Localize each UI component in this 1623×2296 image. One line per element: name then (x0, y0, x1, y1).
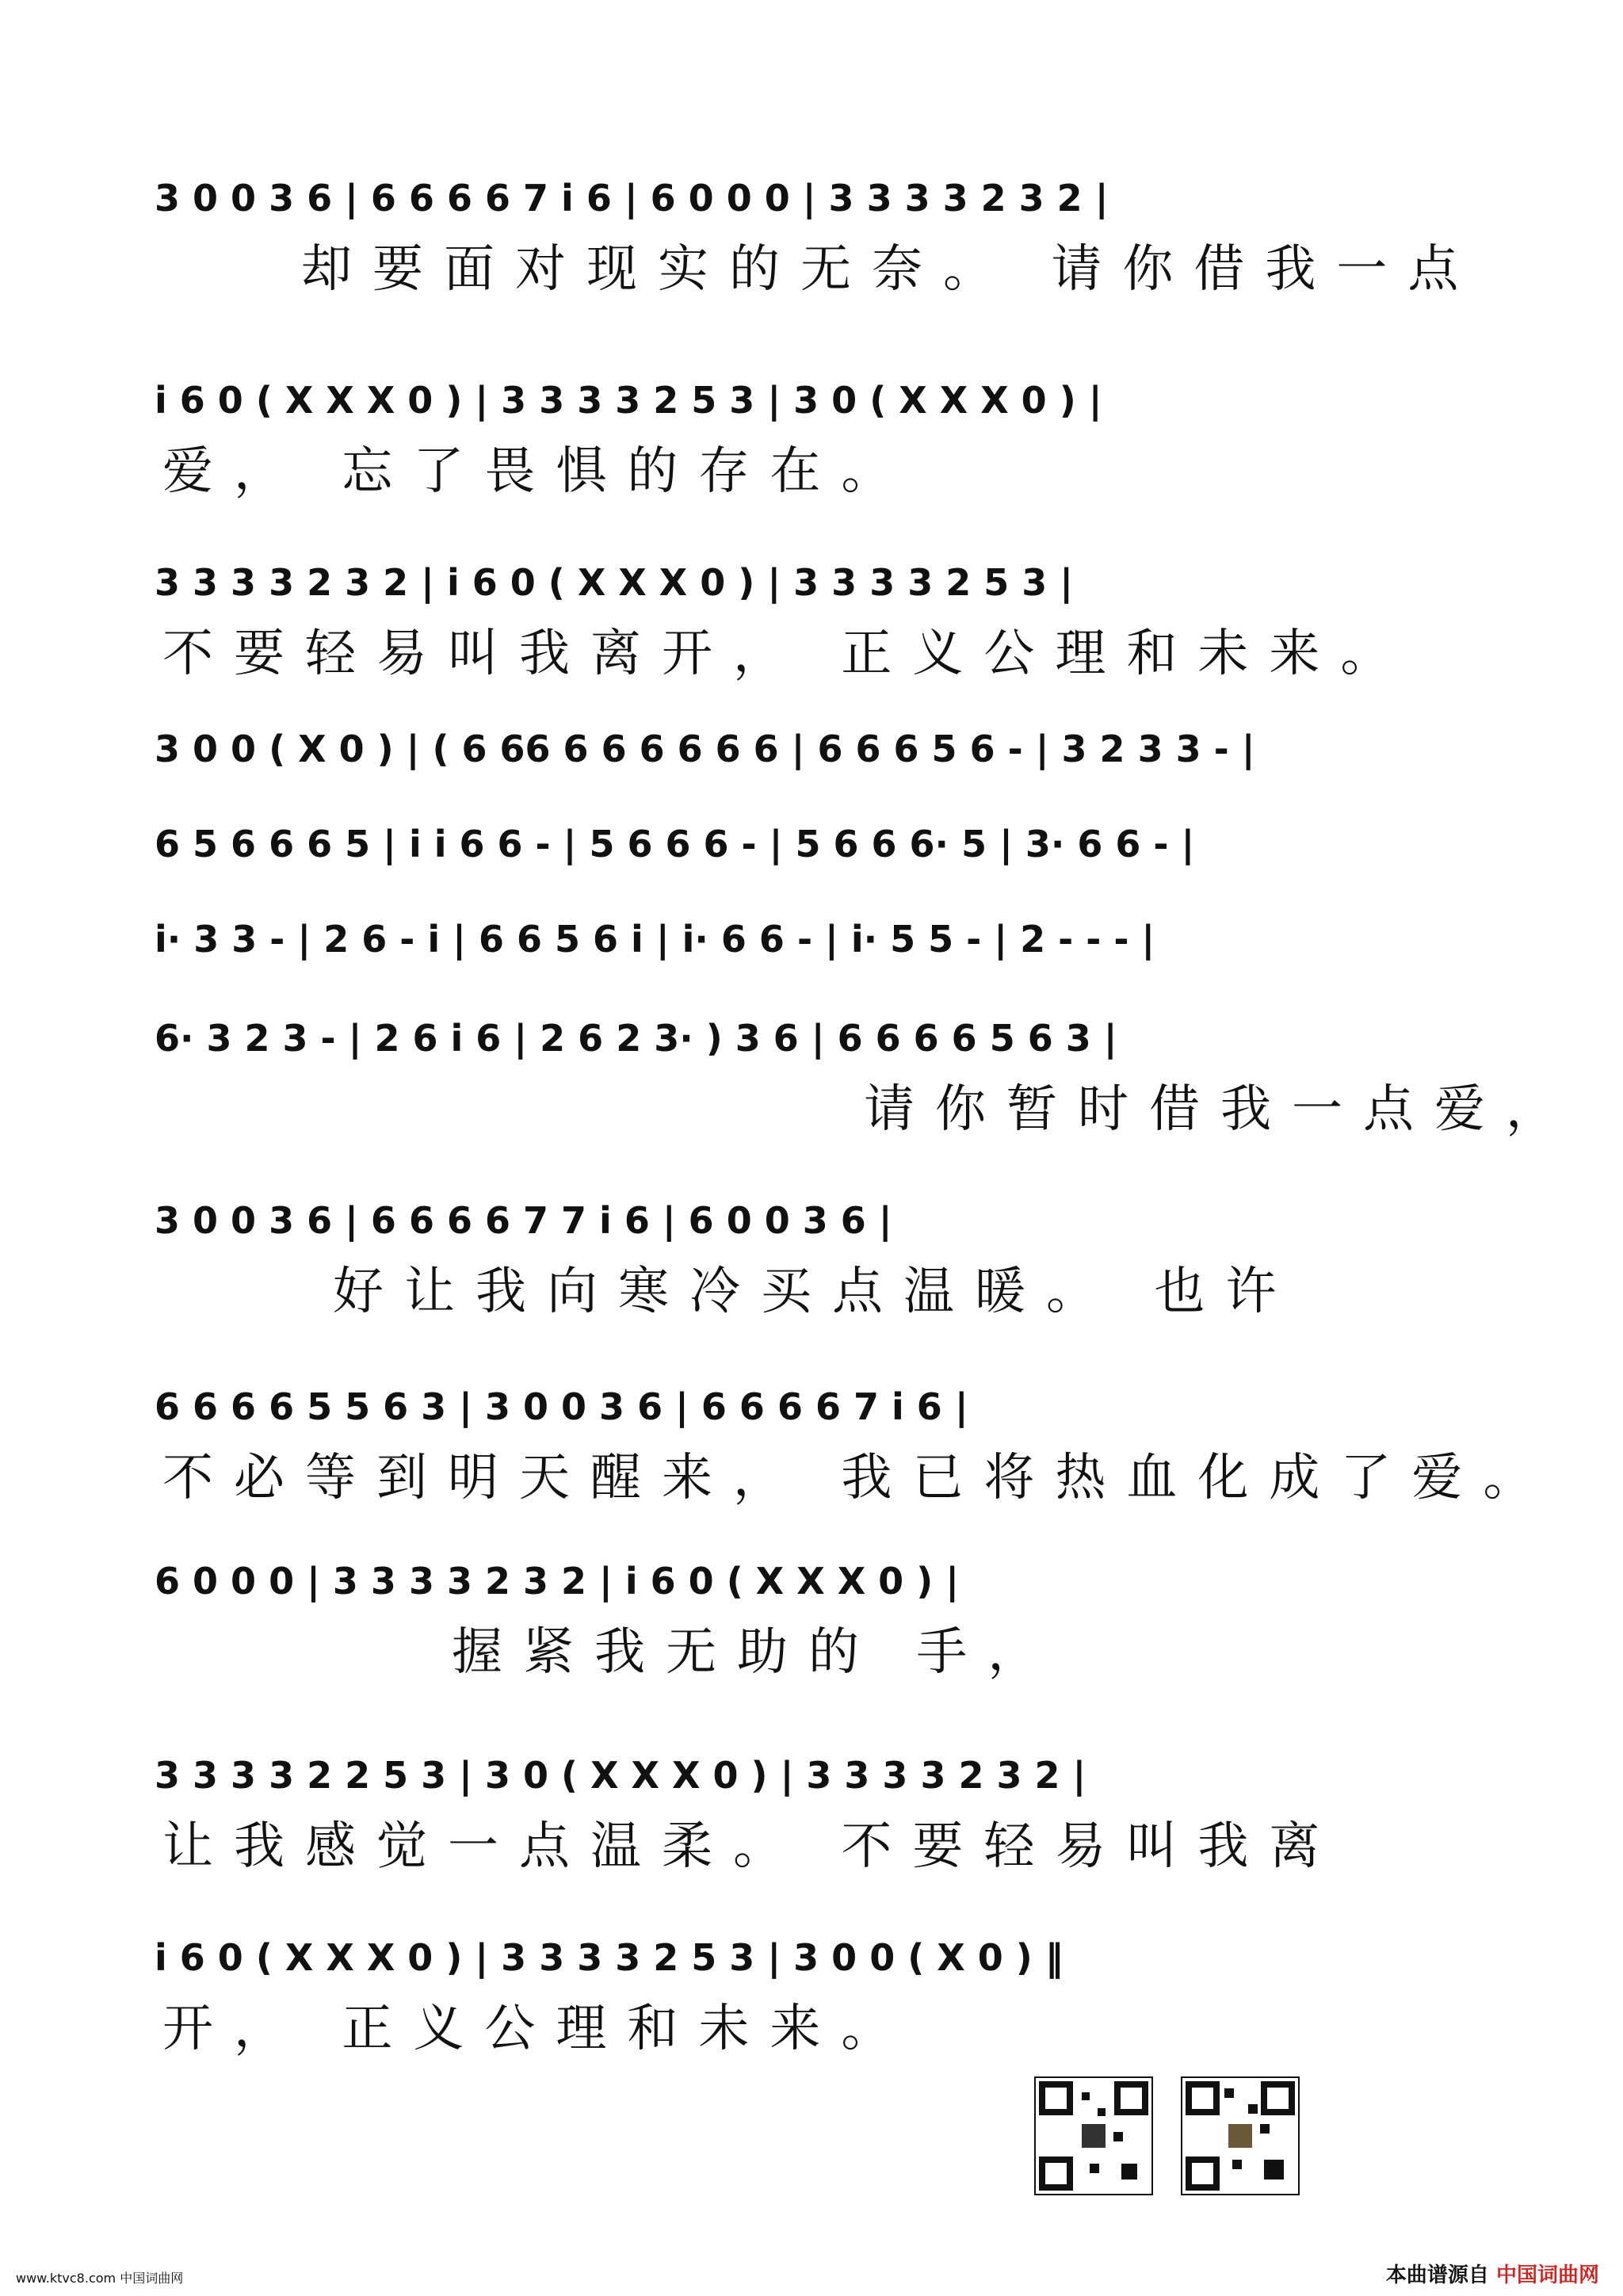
qr-icon (1034, 2076, 1153, 2195)
lyric-line: 握紧我无助的 手， (452, 1623, 1060, 1682)
lyric-line: 却要面对现实的无奈。 请你借我一点 (301, 240, 1480, 299)
qr-icon (1181, 2076, 1300, 2195)
notation-line: 6 5 6 6 6 5 | i i 6 6 - | 5 6 6 6 - | 5 6 6 6· 5 | 3· 6 6 - | (155, 823, 1195, 865)
qr-code-2 (1181, 2076, 1300, 2195)
lyric-line: 不要轻易叫我离开， 正义公理和未来。 (162, 625, 1412, 683)
notation-line: i· 3 3 - | 2 6 - i | 6 6 5 6 i | i· 6 6 - | i· 5 5 - | 2 - - - | (155, 918, 1155, 961)
qr-code-1 (1034, 2076, 1153, 2195)
lyric-line: 爱， 忘了畏惧的存在。 (162, 442, 913, 501)
notation-line: 6 6 6 6 5 5 6 3 | 3 0 0 3 6 | 6 6 6 6 7 i 6 | (155, 1385, 968, 1428)
notation-line: 6 0 0 0 | 3 3 3 3 2 3 2 | i 6 0 ( X X X 0 ) | (155, 1560, 960, 1603)
footer-brand: 中国词曲网 (1495, 2264, 1599, 2287)
lyric-line: 让我感觉一点温柔。 不要轻易叫我离 (162, 1817, 1341, 1876)
notation-line: 3 0 0 3 6 | 6 6 6 6 7 7 i 6 | 6 0 0 3 6 | (155, 1199, 892, 1242)
footer-source (1386, 2259, 1599, 2288)
lyric-line: 请你暂时借我一点爱， (864, 1080, 1577, 1139)
footer-site-text: www.ktvc8.com 中国词曲网 (16, 2271, 184, 2286)
notation-line: 3 3 3 3 2 3 2 | i 6 0 ( X X X 0 ) | 3 3 3 3 2 5 3 | (155, 561, 1074, 604)
lyric-line: 好让我向寒冷买点温暖。 也许 (333, 1263, 1297, 1321)
lyric-line: 不必等到明天醒来， 我已将热血化成了爱。 (162, 1449, 1555, 1507)
notation-line: i 6 0 ( X X X 0 ) | 3 3 3 3 2 5 3 | 3 0 ( X X X 0 ) | (155, 379, 1102, 422)
notation-line: 3 0 0 3 6 | 6 6 6 6 7 i 6 | 6 0 0 0 | 3 3 3 3 2 3 2 | (155, 177, 1109, 220)
lyric-line: 开， 正义公理和未来。 (162, 2000, 913, 2058)
notation-line: i 6 0 ( X X X 0 ) | 3 3 3 3 2 5 3 | 3 0 0 ( X 0 ) ‖ (155, 1936, 1064, 1979)
footer-source-label: 本曲谱源自 (1385, 2264, 1489, 2287)
notation-line: 3 0 0 ( X 0 ) | ( 6 66 6 6 6 6 6 6 | 6 6 6 5 6 - | 3 2 3 3 - | (155, 728, 1255, 770)
notation-line: 6· 3 2 3 - | 2 6 i 6 | 2 6 2 3· ) 3 6 | 6 6 6 6 5 6 3 | (155, 1017, 1117, 1060)
notation-line: 3 3 3 3 2 2 5 3 | 3 0 ( X X X 0 ) | 3 3 3 3 2 3 2 | (155, 1754, 1086, 1797)
